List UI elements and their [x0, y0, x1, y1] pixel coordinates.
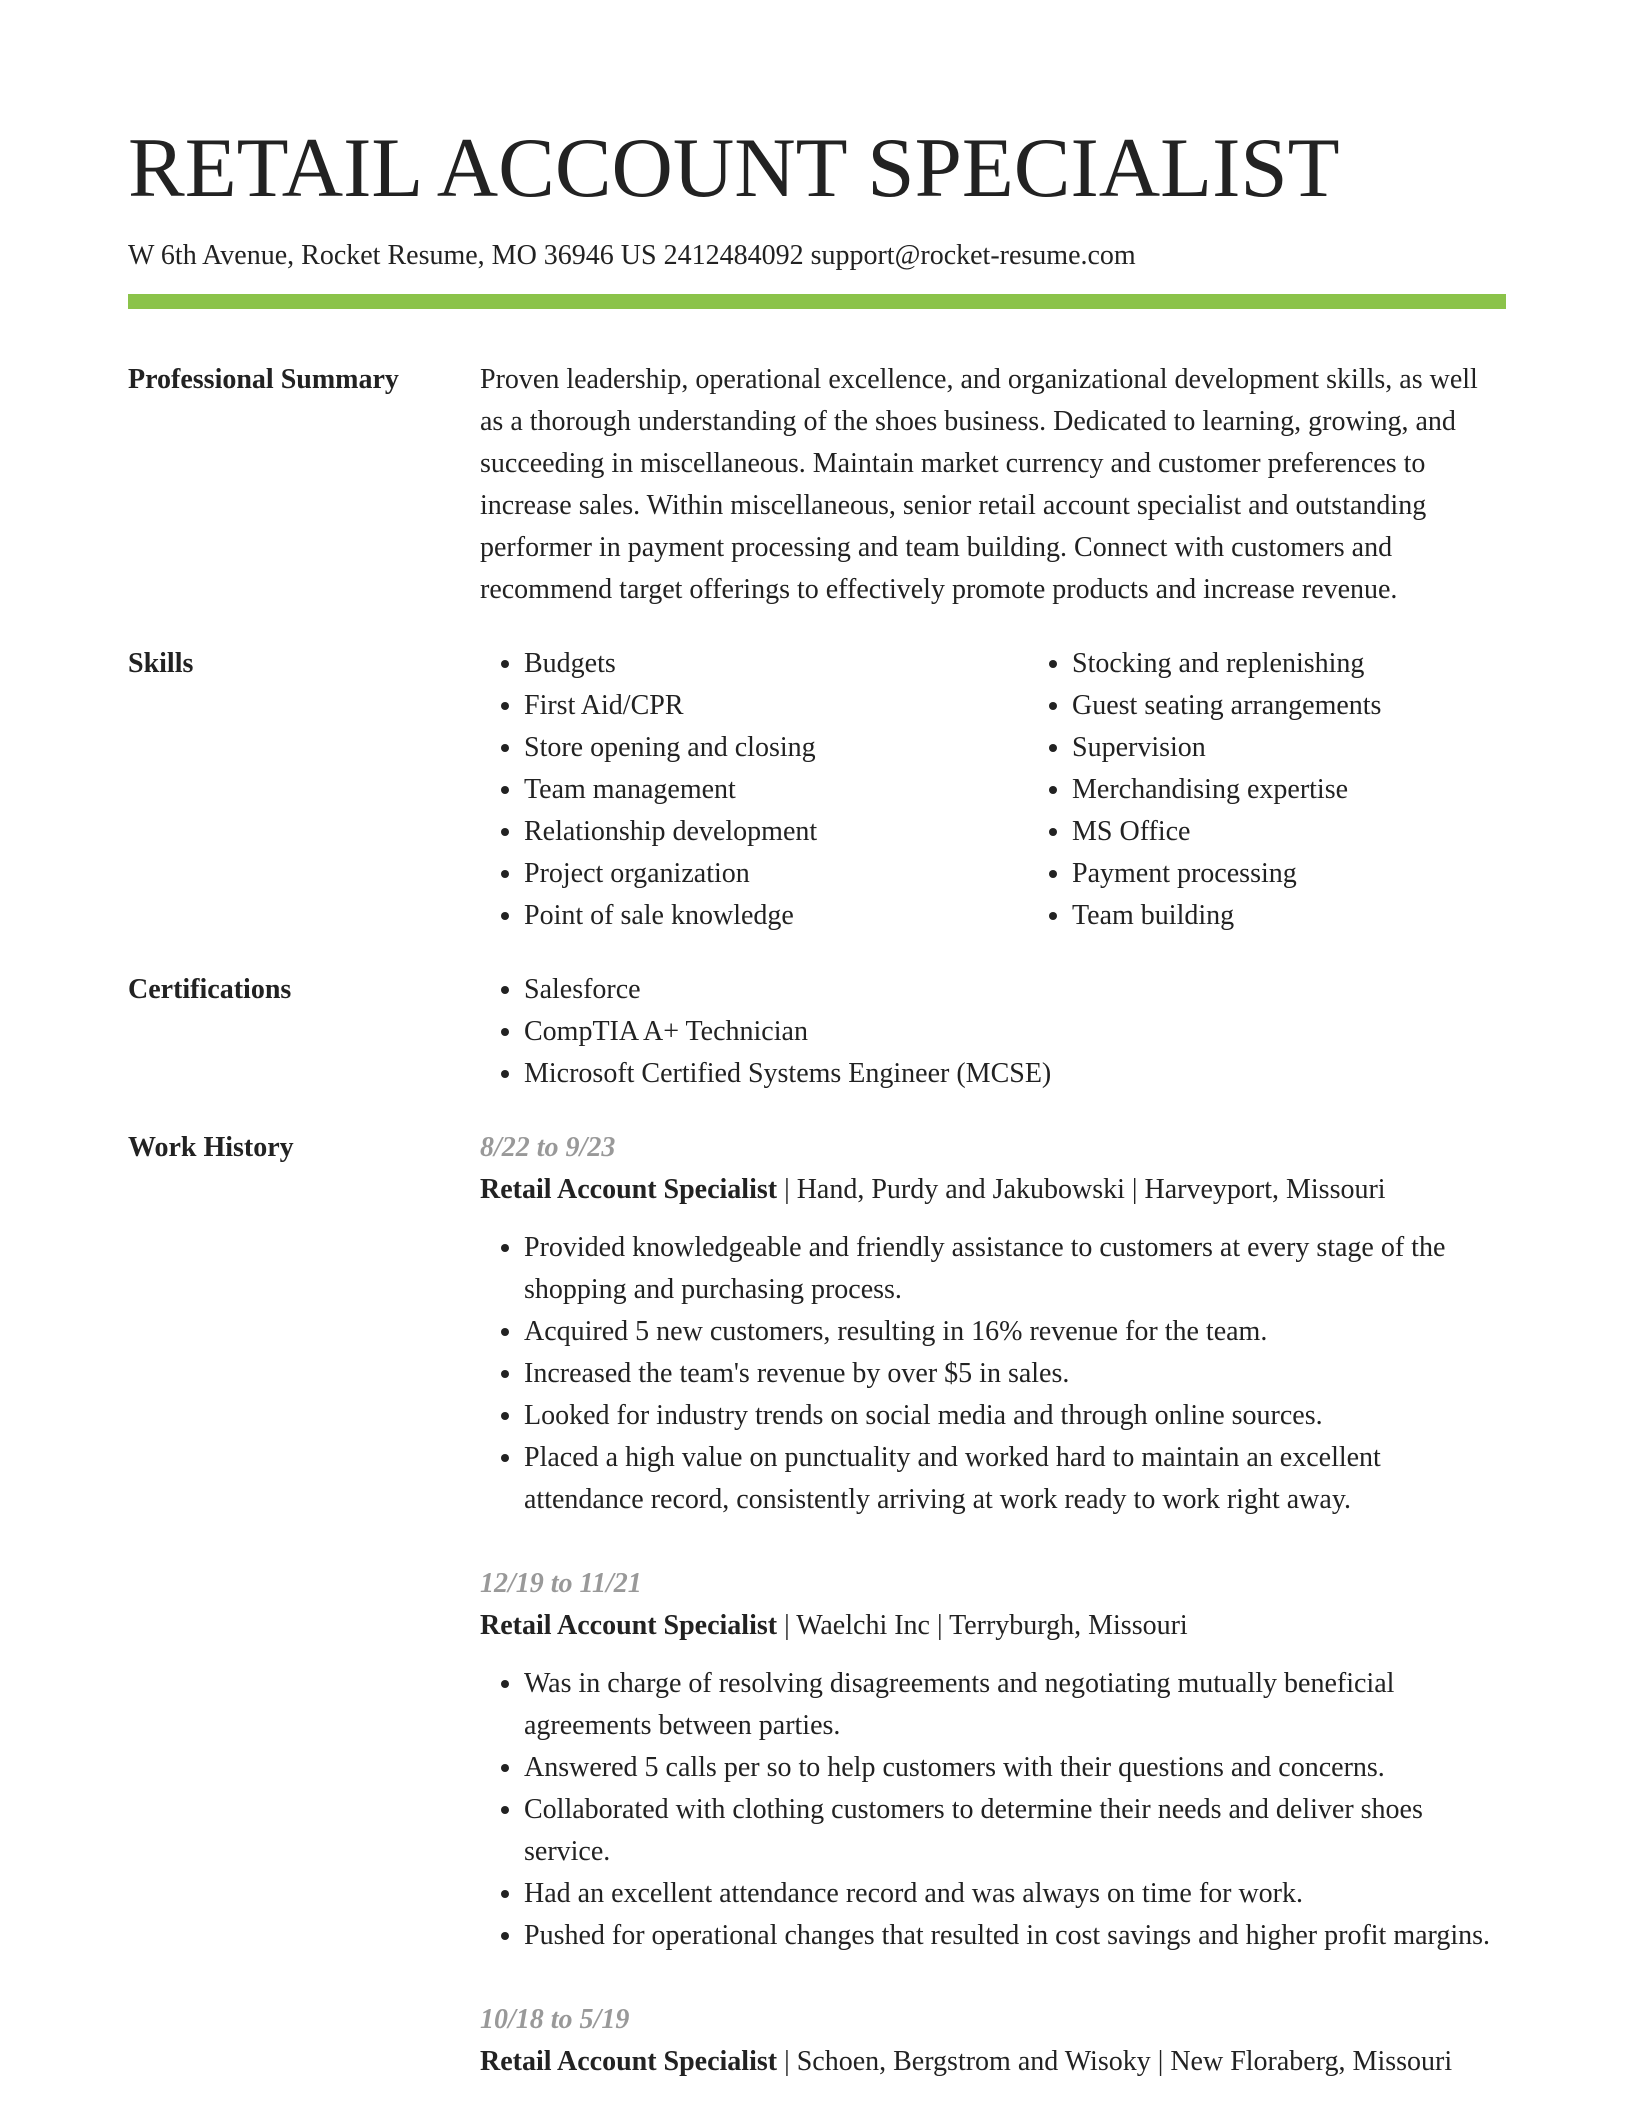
- job-entry: [480, 1127, 1506, 1521]
- skill-item: • Store opening and closing: [524, 727, 1028, 769]
- skill-item: • Stocking and replenishing: [1072, 643, 1576, 685]
- job-dates: 10/18 to 5/19: [480, 2004, 630, 2035]
- contact-line: W 6th Avenue, Rocket Resume, MO 36946 US 2412484092 support@rocket-resume.com: [128, 240, 1136, 271]
- skill-item: • Merchandising expertise: [1072, 769, 1576, 811]
- resume-title: RETAIL ACCOUNT SPECIALIST: [128, 121, 1340, 215]
- resume-page: [128, 0, 1506, 2083]
- certification-item: • CompTIA A+ Technician: [524, 1011, 1506, 1053]
- job-bullet: • Placed a high value on punctuality and worked hard to maintain an excellent attendance record, consistently arriving at work ready to work right away.: [524, 1437, 1506, 1521]
- job-bullets: [480, 1227, 1506, 1521]
- job-bullet: • Pushed for operational changes that resulted in cost savings and higher profit margins.: [524, 1915, 1506, 1957]
- work-history-body: [480, 1127, 1506, 2083]
- job-entry: [480, 1563, 1506, 1957]
- certification-item: • Microsoft Certified Systems Engineer (MCSE): [524, 1053, 1506, 1095]
- skill-item: • Budgets: [524, 643, 1028, 685]
- skill-item: • Supervision: [1072, 727, 1576, 769]
- header-divider: [128, 294, 1506, 309]
- certifications-section: [128, 969, 1506, 1095]
- job-details: | Hand, Purdy and Jakubowski | Harveyport, Missouri: [777, 1174, 1386, 1205]
- skills-section: [128, 643, 1506, 937]
- skill-item: • Team management: [524, 769, 1028, 811]
- job-bullets: [480, 1663, 1506, 1957]
- skill-item: • Payment processing: [1072, 853, 1576, 895]
- job-title: Retail Account Specialist: [480, 2046, 778, 2077]
- skills-columns: [480, 643, 1506, 937]
- job-bullet: • Provided knowledgeable and friendly assistance to customers at every stage of the shopping and purchasing process.: [524, 1227, 1506, 1311]
- skill-item: • Project organization: [524, 853, 1028, 895]
- job-details: | Waelchi Inc | Terryburgh, Missouri: [777, 1610, 1188, 1641]
- job-bullet: • Increased the team's revenue by over $5 in sales.: [524, 1353, 1506, 1395]
- job-header: [480, 1605, 1506, 1647]
- job-details: | Schoen, Bergstrom and Wisoky | New Floraberg, Missouri: [777, 2046, 1453, 2077]
- skill-item: • MS Office: [1072, 811, 1576, 853]
- job-bullet: • Had an excellent attendance record and was always on time for work.: [524, 1873, 1506, 1915]
- section-label-skills: Skills: [128, 648, 194, 679]
- section-label-work-history: Work History: [128, 1132, 294, 1163]
- section-label-summary: Professional Summary: [128, 364, 399, 395]
- skills-list-left: [480, 643, 1028, 937]
- skills-list-right: [1028, 643, 1576, 937]
- job-bullet: • Was in charge of resolving disagreements and negotiating mutually beneficial agreements between parties.: [524, 1663, 1506, 1747]
- job-bullet: • Answered 5 calls per so to help customers with their questions and concerns.: [524, 1747, 1506, 1789]
- skill-item: • Guest seating arrangements: [1072, 685, 1576, 727]
- skill-item: • First Aid/CPR: [524, 685, 1028, 727]
- certification-item: • Salesforce: [524, 969, 1506, 1011]
- skill-item: • Relationship development: [524, 811, 1028, 853]
- job-header: [480, 2041, 1506, 2083]
- work-history-section: [128, 1127, 1506, 2083]
- job-bullet: • Collaborated with clothing customers to determine their needs and deliver shoes service.: [524, 1789, 1506, 1873]
- job-bullet: • Acquired 5 new customers, resulting in 16% revenue for the team.: [524, 1311, 1506, 1353]
- job-entry: [480, 1999, 1506, 2083]
- section-label-certifications: Certifications: [128, 974, 292, 1005]
- skills-body: [480, 643, 1506, 937]
- job-header: [480, 1169, 1506, 1211]
- job-dates: 12/19 to 11/21: [480, 1568, 642, 1599]
- certifications-list: [480, 969, 1506, 1095]
- professional-summary-section: [128, 359, 1506, 611]
- job-bullet: • Looked for industry trends on social media and through online sources.: [524, 1395, 1506, 1437]
- skill-item: • Point of sale knowledge: [524, 895, 1028, 937]
- job-title: Retail Account Specialist: [480, 1174, 778, 1205]
- job-dates: 8/22 to 9/23: [480, 1132, 616, 1163]
- skill-item: • Team building: [1072, 895, 1576, 937]
- summary-text: Proven leadership, operational excellence, and organizational development skills, as well as a thorough understanding of the shoes business. Dedicated to learning, growing, and succeeding in miscellaneous. Maintain market currency and customer preferences to increase sales. Within miscellaneous, senior retail account specialist and outstanding performer in payment processing and team building. Connect with customers and recommend target offerings to effectively promote products and increase revenue.: [480, 364, 1478, 605]
- certifications-body: [480, 969, 1506, 1095]
- job-title: Retail Account Specialist: [480, 1610, 778, 1641]
